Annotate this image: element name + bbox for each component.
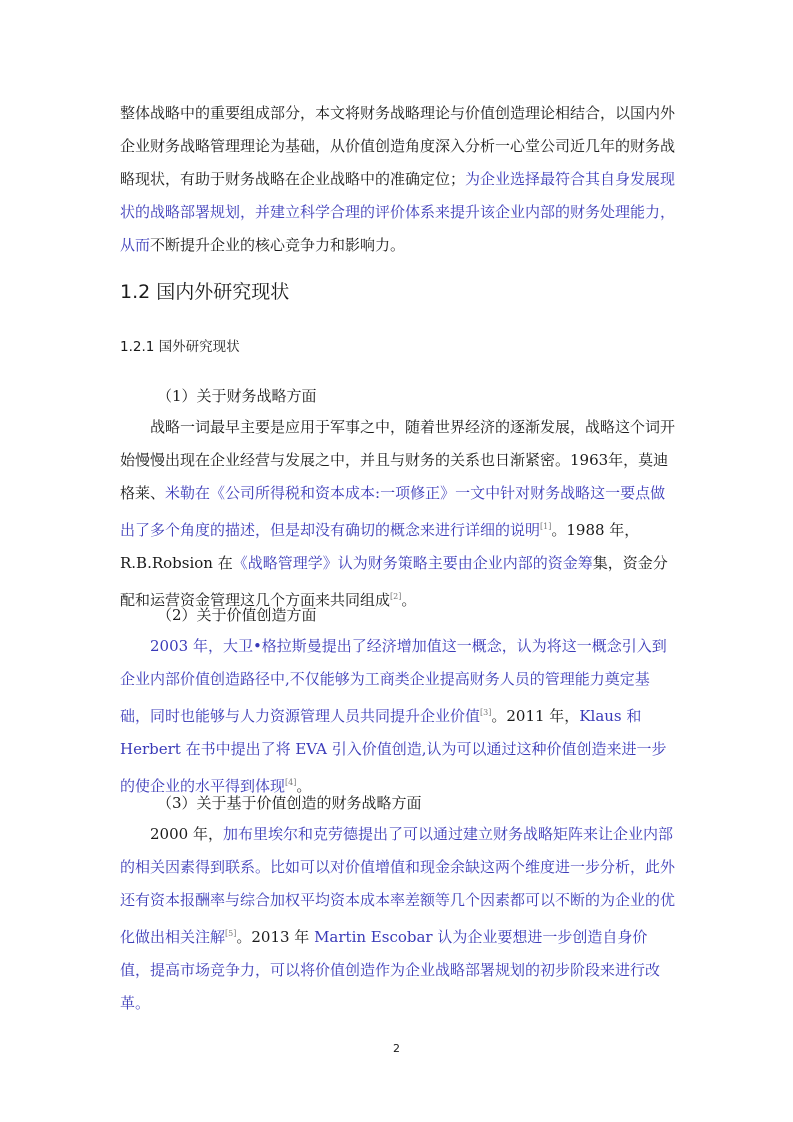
sub3-text-a: 2000 年， xyxy=(150,825,223,843)
page-number: 2 xyxy=(393,1042,400,1055)
intro-paragraph xyxy=(120,97,676,262)
section-heading: 1.2 国内外研究现状 xyxy=(120,281,290,303)
intro-text-b: 不断提升企业的核心竞争力和影响力。 xyxy=(150,236,406,254)
intro-text-a: 整体战略中的重要组成部分，本文将财务战略理论与价值创造理论相结合，以国内外企业财务战略管理理论为基础，从价值创造角度深入分析一心堂公司近几年的财务战略现状，有助于财务战略在企业战略中的准确定位； xyxy=(120,104,676,188)
sub2-text-c: 。 xyxy=(296,777,312,795)
sub1-text-blue-b: 《战略管理学》认为财务策略主要由企业内部的资金筹 xyxy=(232,554,593,572)
sub3-text-b: 。2013 年 xyxy=(236,928,315,946)
sub2-text-blue-b: Klaus 和 Herbert 在书中提出了将 EVA 引入价值创造,认为可以通过这种价值创造来进一步的使企业的水平得到体现 xyxy=(120,707,667,795)
citation-5[interactable]: [5] xyxy=(225,929,237,938)
citation-4[interactable]: [4] xyxy=(285,778,297,787)
sub3-paragraph xyxy=(120,818,676,1020)
sub1-text-blue-a: 米勒在《公司所得税和资本成本:一项修正》一文中针对财务战略这一要点做出了多个角度的描述，但是却没有确切的概念来进行详细的说明 xyxy=(120,484,666,539)
citation-3[interactable]: [3] xyxy=(480,708,492,717)
citation-2[interactable]: [2] xyxy=(390,592,402,601)
sub3-text-blue-b: Martin Escobar 认为企业要想进一步创造自身价值，提高市场竞争力，可以将价值创造作为企业战略部署规划的初步阶段来进行改革。 xyxy=(120,928,661,1012)
intro-text-blue: 为企业选择最符合其自身发展现状的战略部署规划，并建立科学合理的评价体系来提升该企业内部的财务处理能力，从而 xyxy=(120,170,676,254)
sub1-text-d: 。 xyxy=(401,591,417,609)
sub2-text-blue-a: 2003 年，大卫•格拉斯曼提出了经济增加值这一概念，认为将这一概念引入到企业内部价值创造路径中,不仅能够为工商类企业提高财务人员的管理能力奠定基础，同时也能够与人力资源管理人员共同提升企业价值 xyxy=(120,637,667,725)
sub1-text-b: 。1988 年，R.B.Robsion 在 xyxy=(120,521,640,572)
citation-1[interactable]: [1] xyxy=(540,522,552,531)
sub2-text-b: 。2011 年， xyxy=(491,707,580,725)
sub3-label: （3）关于基于价值创造的财务战略方面 xyxy=(157,794,422,812)
subsection-heading: 1.2.1 国外研究现状 xyxy=(120,339,240,355)
sub1-paragraph xyxy=(120,411,676,617)
sub1-text-a: 战略一词最早主要是应用于军事之中，随着世界经济的逐渐发展，战略这个词开始慢慢出现在企业经营与发展之中，并且与财务的关系也日渐紧密。1963年，莫迪格莱、 xyxy=(120,418,676,502)
sub2-paragraph xyxy=(120,630,676,803)
sub3-text-blue-a: 加布里埃尔和克劳德提出了可以通过建立财务战略矩阵来让企业内部的相关因素得到联系。比如可以对价值增值和现金余缺这两个维度进一步分析，此外还有资本报酬率与综合加权平均资本成本率差额等几个因素都可以不断的为企业的优化做出相关注解 xyxy=(120,825,676,946)
sub1-label: （1）关于财务战略方面 xyxy=(157,387,317,405)
sub1-text-c: 集，资金分配和运营资金管理这几个方面来共同组成 xyxy=(120,554,668,609)
sub2-label: （2）关于价值创造方面 xyxy=(157,606,317,624)
